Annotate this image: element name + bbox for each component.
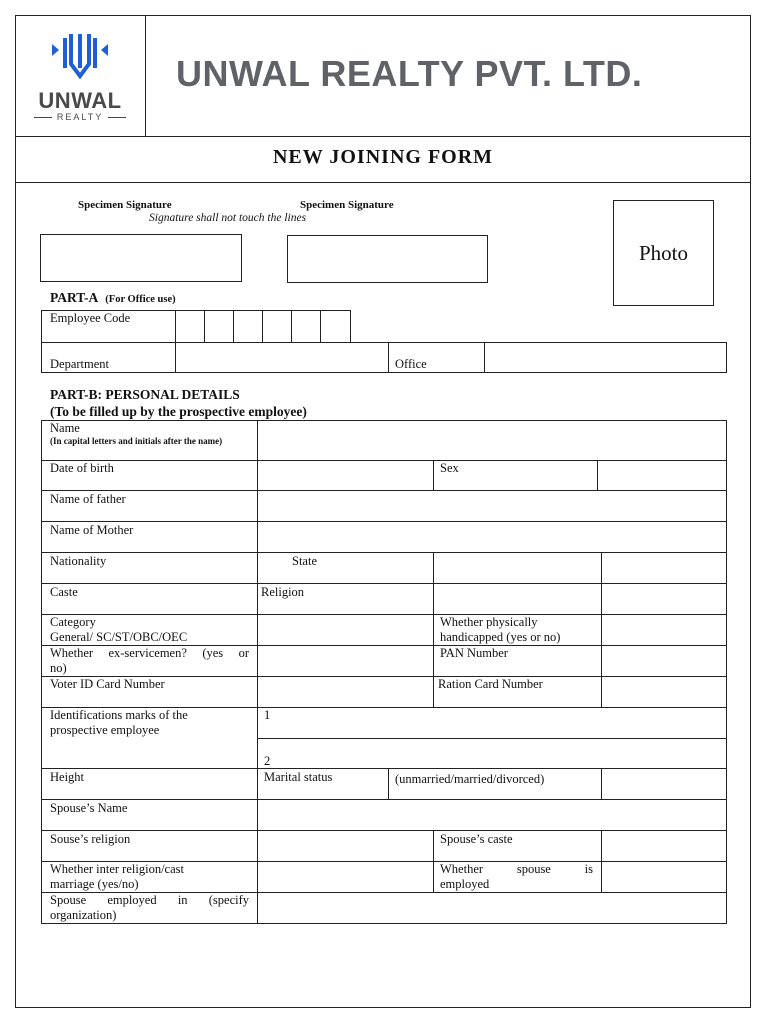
height-label: Height bbox=[50, 770, 85, 784]
spouse-organization-label: Spouse employed in (specify bbox=[50, 893, 249, 907]
spouse-name-label: Spouse’s Name bbox=[50, 801, 128, 815]
caste-input[interactable] bbox=[434, 584, 601, 614]
mother-name-label: Name of Mother bbox=[50, 523, 134, 537]
name-input[interactable] bbox=[258, 421, 726, 460]
id-marks-label-2: prospective employee bbox=[50, 723, 160, 737]
department-label: Department bbox=[50, 357, 110, 371]
category-input[interactable] bbox=[258, 615, 433, 645]
header-divider bbox=[145, 15, 146, 136]
nationality-input[interactable] bbox=[434, 553, 601, 583]
title-bottom-rule bbox=[15, 182, 751, 183]
dob-label: Date of birth bbox=[50, 461, 114, 475]
name-label: Name bbox=[50, 421, 80, 435]
marital-status-input[interactable] bbox=[602, 769, 726, 799]
ex-serviceman-options: no) bbox=[50, 661, 67, 675]
office-label: Office bbox=[395, 357, 427, 371]
id-mark-2-number: 2 bbox=[264, 754, 271, 768]
inter-marriage-label: Whether inter religion/cast bbox=[50, 862, 184, 876]
id-mark-2-input[interactable] bbox=[276, 739, 726, 768]
part-b-subheading: (To be filled up by the prospective employee) bbox=[50, 404, 307, 419]
voter-id-input[interactable] bbox=[258, 677, 433, 707]
signature-box-2[interactable] bbox=[287, 235, 488, 283]
spouse-name-input[interactable] bbox=[258, 800, 726, 830]
logo-mark-icon bbox=[28, 28, 132, 88]
id-mark-1-number: 1 bbox=[264, 708, 271, 722]
ration-card-input[interactable] bbox=[602, 677, 726, 707]
employee-code-input[interactable] bbox=[176, 311, 350, 342]
state-label: State bbox=[292, 554, 317, 568]
spouse-organization-label-2: organization) bbox=[50, 908, 117, 922]
father-name-label: Name of father bbox=[50, 492, 126, 506]
caste-label: Caste bbox=[50, 585, 78, 599]
religion-label: Religion bbox=[261, 585, 305, 599]
photo-label: Photo bbox=[638, 241, 688, 265]
id-marks-label: Identifications marks of the bbox=[50, 708, 188, 722]
part-b-heading: PART-B: PERSONAL DETAILS bbox=[50, 387, 240, 402]
form-title: NEW JOINING FORM bbox=[272, 146, 494, 168]
header-bottom-rule bbox=[15, 136, 751, 137]
company-logo bbox=[28, 28, 132, 128]
pan-label: PAN Number bbox=[440, 646, 508, 660]
ex-serviceman-input[interactable] bbox=[258, 646, 433, 676]
mother-name-input[interactable] bbox=[258, 522, 726, 552]
marital-status-options: (unmarried/married/divorced) bbox=[395, 772, 545, 786]
state-input[interactable] bbox=[602, 553, 726, 583]
specimen-signature-label-2: Specimen Signature bbox=[300, 199, 394, 211]
part-a-heading: PART-A (For Office use) bbox=[50, 290, 176, 305]
id-mark-1-input[interactable] bbox=[276, 708, 726, 738]
inter-marriage-options: marriage (yes/no) bbox=[50, 877, 139, 891]
inter-marriage-input[interactable] bbox=[258, 862, 433, 892]
signature-box-1[interactable] bbox=[40, 234, 242, 282]
signature-note: Signature shall not touch the lines bbox=[149, 212, 307, 224]
dob-input[interactable] bbox=[258, 461, 433, 490]
father-name-input[interactable] bbox=[258, 491, 726, 521]
spouse-caste-label: Spouse’s caste bbox=[440, 832, 513, 846]
specimen-signature-label-1: Specimen Signature bbox=[78, 199, 172, 211]
sex-input[interactable] bbox=[598, 461, 726, 490]
handicapped-input[interactable] bbox=[602, 615, 726, 645]
spouse-religion-label: Souse’s religion bbox=[50, 832, 131, 846]
religion-input[interactable] bbox=[602, 584, 726, 614]
name-note: (In capital letters and initials after the name) bbox=[50, 436, 223, 446]
category-options: General/ SC/ST/OBC/OEC bbox=[50, 630, 188, 644]
department-input[interactable] bbox=[176, 343, 388, 372]
voter-id-label: Voter ID Card Number bbox=[50, 677, 165, 691]
handicapped-label: Whether physically bbox=[440, 615, 538, 629]
pan-input[interactable] bbox=[602, 646, 726, 676]
logo-subword: REALTY bbox=[28, 112, 132, 122]
spouse-employed-input[interactable] bbox=[602, 862, 726, 892]
sex-label: Sex bbox=[440, 461, 459, 475]
marital-status-label: Marital status bbox=[264, 770, 333, 784]
company-name: UNWAL REALTY PVT. LTD. bbox=[176, 53, 643, 94]
office-input[interactable] bbox=[485, 343, 726, 372]
ex-serviceman-label: Whether ex-servicemen? (yes or bbox=[50, 646, 249, 660]
ration-card-label: Ration Card Number bbox=[438, 677, 543, 691]
logo-word: UNWAL bbox=[38, 88, 122, 113]
nationality-label: Nationality bbox=[50, 554, 107, 568]
employee-code-label: Employee Code bbox=[50, 311, 131, 325]
spouse-employed-label: Whether spouse is bbox=[440, 862, 593, 876]
spouse-religion-input[interactable] bbox=[258, 831, 433, 861]
spouse-caste-input[interactable] bbox=[602, 831, 726, 861]
handicapped-options: handicapped (yes or no) bbox=[440, 630, 561, 644]
spouse-employed-label-2: employed bbox=[440, 877, 490, 891]
spouse-organization-input[interactable] bbox=[258, 893, 726, 923]
photo-box[interactable] bbox=[613, 200, 714, 306]
category-label: Category bbox=[50, 615, 96, 629]
